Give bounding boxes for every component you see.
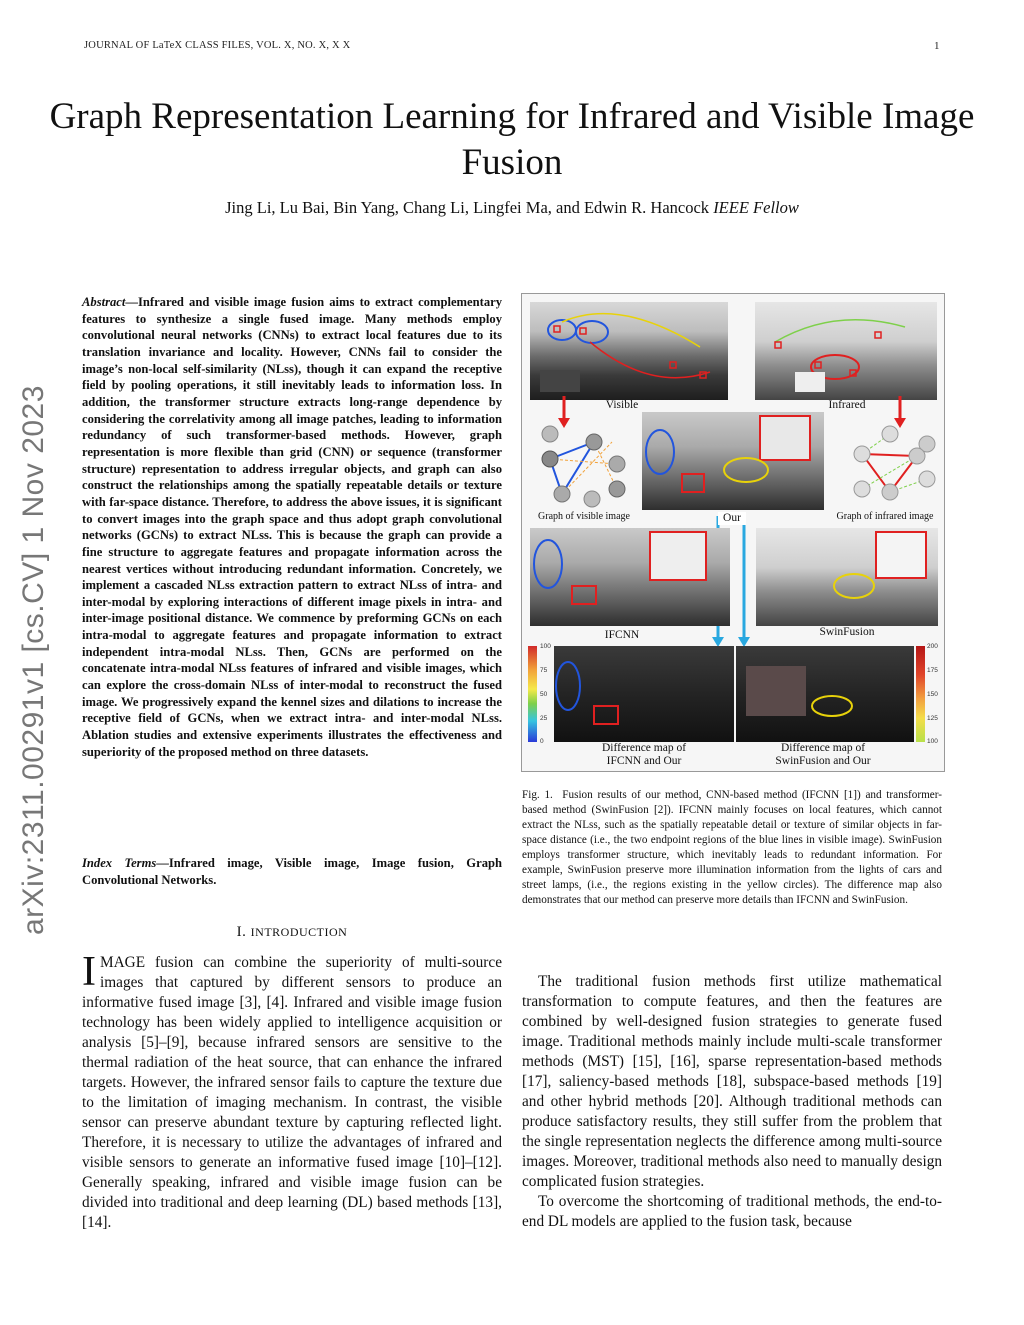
right-column-text: [522, 972, 942, 1232]
intro-paragraph: [82, 949, 502, 1233]
index-terms: [82, 855, 502, 888]
diff-map-ifcnn: [554, 646, 734, 742]
label-graph-infrared: Graph of infrared image: [836, 511, 934, 522]
ifcnn-image: [530, 528, 730, 626]
cb-left-tick-4: 25: [540, 715, 548, 722]
graph-visible: [542, 426, 625, 507]
our-annotations: [642, 412, 824, 510]
section-title: INTRODUCTION: [250, 925, 348, 939]
paper-title: Graph Representation Learning for Infrared and Visible Image Fusion: [49, 96, 975, 183]
swinfusion-image: [756, 528, 938, 626]
swinfusion-annotations: [756, 528, 938, 626]
abstract: [82, 294, 502, 760]
cb-right-tick-1: 200: [927, 643, 938, 650]
figure-caption: [522, 788, 942, 908]
right-paragraph-1: The traditional fusion methods first utilize mathematical transformation to compute features, and then the features are combined by well-designed fusion strategies to generate fused image. Traditional methods mainly include multi-scale transformer methods (MST) [15], [16], sparse representation-based methods [17], saliency-based methods [18], subspace-based methods [19] and other hybrid methods [20]. Although traditional methods can produce satisfactory results, they still suffer from the problem that the single representation neglects the difference among multi-source images. Moreover, traditional methods also need to manually design complicated fusion strategies.: [522, 973, 942, 1190]
cb-right-tick-4: 125: [927, 715, 938, 722]
authors-names: Jing Li, Lu Bai, Bin Yang, Chang Li, Lingfei Ma, and Edwin R. Hancock: [225, 198, 710, 217]
label-infrared: Infrared: [828, 399, 866, 411]
section-number: I.: [236, 924, 247, 940]
page-number: 1: [934, 40, 940, 52]
author-list: [40, 198, 984, 218]
abstract-text: —Infrared and visible image fusion aims to extract complementary features to synthesize a single fused image. Many methods employ convolutional neural networks (CNNs) to extract local features due to its translation invariance and locality. However, CNNs fail to consider the image’s non-local self-similarity (NLss), though it can expand the receptive field by pooling operations, it still inevitably leads to information loss. In addition, the transformer structure extracts long-range dependence by considering the correlativity among all image patches, leading to information redundancy of such transformer-based methods. However, graph representation is more flexible than grid (CNN) or sequence (transformer structure) representation to address irregular objects, and graph can also construct the relationships among the spatially repeatable details or texture with far-space distance. Therefore, to address the above issues, it is significant to convert images into the graph space and thus adopt graph convolutional networks (GCNs) to extract NLss. This is because the graph can provide a fine structure to aggregate features and propagate information across the nearest vertices without introducing redundant information. Concretely, we implement a cascaded NLss extraction pattern to extract NLss of intra- and inter-modal by exploring interactions of different image pixels in intra- and inter-image positional distance. We commence by preforming GCNs on each intra-modal to aggregate features and propagate information to extract independent intra-modal NLss. Then, GCNs are performed on the concatenate intra-modal NLss features of infrared and visible images, which can explore the cross-domain NLss of inter-modal to reconstruct the fused image. We progressively expand the kennel sizes and dilations to increase the receptive field of GCNs, when we extract intra- and inter-modal NLss. Ablation studies and extensive experiments illustrates the effectiveness and superiority of the proposed method on three datasets.: [82, 295, 502, 759]
index-terms-label: Index Terms: [82, 856, 157, 870]
label-swinfusion: SwinFusion: [819, 626, 875, 638]
diff-ifcnn-annotations: [554, 646, 734, 742]
cb-left-tick-3: 50: [540, 691, 548, 698]
index-terms-text: —Infrared image, Visible image, Image fusion, Graph Convolutional Networks.: [82, 856, 502, 887]
label-visible: Visible: [605, 399, 639, 411]
right-paragraph-2: To overcome the shortcoming of traditional methods, the end-to-end DL models are applied to the fusion task, because: [522, 1193, 942, 1230]
label-our: Our: [718, 512, 746, 525]
running-header: JOURNAL OF LaTeX CLASS FILES, VOL. X, NO. X, X X: [84, 40, 351, 51]
abstract-label: Abstract: [82, 295, 126, 309]
drop-cap: I: [82, 949, 96, 995]
cb-right-tick-2: 175: [927, 667, 938, 674]
cb-left-tick-5: 0: [540, 738, 544, 745]
arxiv-stamp: arXiv:2311.00291v1 [cs.CV] 1 Nov 2023: [17, 385, 50, 935]
label-diff-ifcnn: Difference map of IFCNN and Our: [601, 742, 687, 767]
section-heading: [82, 924, 502, 941]
caption-text: Fusion results of our method, CNN-based method (IFCNN [1]) and transformer-based method (SwinFusion [2]). IFCNN mainly focuses on local features, which cannot extract the NLss, such as the spatially repeatable detail or texture of similar objects in far-space distance (i.e., the two endpoint regions of the blue lines in visible image). SwinFusion employs transformer structure, which inevitably leads to redundant information. For example, SwinFusion preserve more illumination information from the lights of cars and street lamps, (i.e., the regions existing in the yellow circles). The difference map also demonstrates that our method can preserve more details than IFCNN and SwinFusion.: [522, 789, 942, 906]
intro-text: MAGE fusion can combine the superiority of multi-source images that captured by different sensors to produce an informative fused image [3], [4]. Infrared and visible image fusion technology has been widely applied to intelligence acquisition or analysis [5]–[9], because infrared sensors are sensitive to the thermal radiation of the heat source, that can enhance the infrared targets. However, the infrared sensor fails to capture the texture due to the limitation of imaging mechanism. In contrast, the visible sensor can preserve abundant texture by capturing reflected light. Therefore, it is necessary to utilize the advantages of infrared and visible sensors to generate an informative fused image [10]–[12]. Generally speaking, infrared and visible image fusion can be divided into traditional and deep learning (DL) based methods [13], [14].: [82, 954, 502, 1231]
cb-left-tick-2: 75: [540, 667, 548, 674]
label-diff-swinfusion: Difference map of SwinFusion and Our: [775, 742, 871, 767]
caption-label: Fig. 1.: [522, 789, 553, 801]
cb-right-tick-5: 100: [927, 738, 938, 745]
ifcnn-annotations: [530, 528, 730, 626]
diff-map-swinfusion: [736, 646, 914, 742]
figure-1: [521, 293, 945, 772]
colorbar-right: [916, 646, 925, 742]
our-fused-image: [642, 412, 824, 510]
graph-infrared: [854, 426, 935, 500]
authors-fellow-note: IEEE Fellow: [713, 198, 799, 217]
label-graph-visible: Graph of visible image: [538, 511, 630, 522]
cb-left-tick-1: 100: [540, 643, 551, 650]
label-ifcnn: IFCNN: [604, 629, 640, 641]
diff-swin-annotations: [736, 646, 914, 742]
colorbar-left: [528, 646, 537, 742]
cb-right-tick-3: 150: [927, 691, 938, 698]
